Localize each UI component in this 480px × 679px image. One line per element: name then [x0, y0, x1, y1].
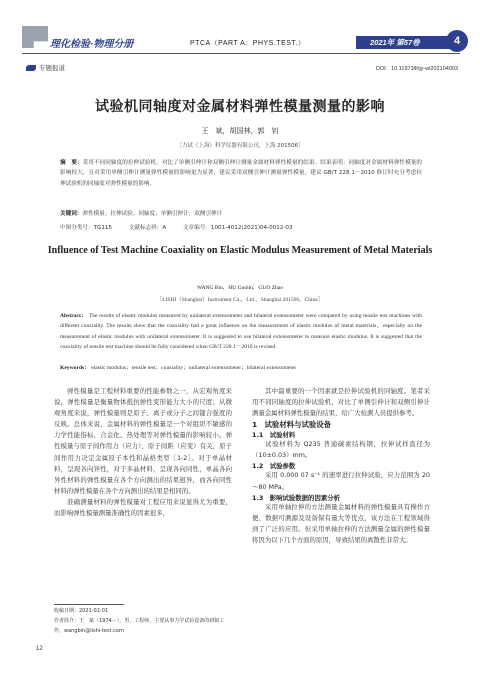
- keywords-text-en: elastic modulus；tensile test；coaxiality；unilateral extensometer；bilateral extensometer: [91, 365, 297, 371]
- page-number: 12: [36, 646, 43, 652]
- authors-cn: 王 斌，胡国林，郭 钊: [201, 127, 279, 135]
- footnote-received: 收稿日期：2021-02-01: [54, 608, 109, 614]
- body-paragraph: 试验材料为 Q235 普通碳素结构钢，拉伸试样直径为（10±0.03）mm。: [252, 440, 430, 460]
- body-paragraph: 弹性模量是工程材料重要的性能参数之一，从宏观角度来说，弹性模量是衡量物体抵抗弹性变形能力大小的尺度；从微观角度来说，弹性模量则是原子、离子或分子之间键合强度的反映。总体来说，金属材料的弹性模量是一个对组织不敏感的力学性能指标，合金化、热处理等对弹性模量的影响较小。弹性模量与原子间作用力（应力）、原子间距（应变）有关，原子间作用力决定金属原子本性和晶格类型［1-2］。对于单晶材料，呈现各向异性，对于多晶材料，呈现各向同性，单晶各向异性材料的弹性模量在各个方向测出的结果迥异，而各向同性材料的弹性模量在各个方向测出的结果是相同的。: [54, 387, 232, 495]
- classification-cn: 中图分类号：TG115 文献标志码：A 文章编号：1001-4012(2021)04-0012-03: [60, 225, 293, 231]
- body-paragraph: 其中最重要的一个因素就是拉伸试验机的同轴度。笔者采用不同同轴度的拉伸试验机，对比了单侧引伸计和双侧引伸计测量金属材料弹性模量的结果，给广大检测人员提供参考。: [252, 387, 430, 418]
- title-en: Influence of Test Machine Coaxiality on Elastic Modulus Measurement of Metal Materials: [47, 245, 433, 256]
- header-divider: [22, 53, 460, 54]
- abstract-label-cn: 摘 要：: [60, 160, 83, 166]
- journal-logo-text: 理化检验·物理分册: [50, 39, 134, 50]
- section-badge: 专题报道: [26, 63, 65, 72]
- abstract-text-cn: 采用不同同轴度的拉伸试验机，对比了单侧引伸计和双侧引伸计测量金属材料弹性模量的结果。结果表明：同轴度对金属材料弹性模量的影响较大，且对采用单侧引伸计测量弹性模量的影响更为显著，建议采用双侧引伸计测量弹性模量。建议 GB/T 228.1－2010 修订时充分考虑拉伸试验机的同轴度对弹性模量的影响。: [60, 160, 422, 187]
- keywords-label-cn: 关键词：: [60, 211, 83, 217]
- keywords-label-en: Keywords：: [60, 365, 90, 371]
- body-left-column: [54, 386, 232, 519]
- keywords-en: [60, 363, 422, 371]
- body-right-column: [252, 386, 430, 546]
- body-paragraph: 采用 0.000 07 s⁻¹ 的速率进行拉伸试验，应力范围为 20～80 MPa。: [252, 471, 430, 491]
- journal-header: [0, 0, 480, 58]
- title-cn: 试验机同轴度对金属材料弹性模量测量的影响: [95, 99, 385, 115]
- section-heading: 1 试验材料与试验设备: [252, 420, 332, 430]
- abstract-label-en: Abstract：: [60, 313, 88, 319]
- keywords-text-cn: 弹性模量；拉伸试验；同轴度；单侧引伸计；双侧引伸计: [82, 211, 223, 217]
- journal-logo-icon: [22, 26, 48, 48]
- affiliation-en: ［LISHI（Shanghai）Instrument Co.，Ltd.，Shanghai 201506，China］: [156, 297, 324, 303]
- subsection-heading: 1.3 影响试验数据的因素分析: [252, 493, 341, 502]
- footnote-divider: [54, 604, 124, 605]
- abstract-en: [60, 311, 422, 352]
- body-paragraph: 准确测量材料的弹性模量对工程应用来说显得尤为重要，而影响弹性模量测量准确性的因素很多，: [54, 497, 232, 518]
- issue-number: 4: [446, 30, 468, 52]
- keywords-cn: [60, 209, 422, 219]
- body-paragraph: 采用单轴拉伸的方法测量金属材料的弹性模量具有操作方便、数据可测源及设备保有量大等优点，该方法在工程领域得到了广泛的应用。但采用单轴拉伸的方法测量金属的弹性模量将因为以下几个方面的原因，导致结果的离散性非常大。: [252, 502, 430, 544]
- year-volume: 2021年 第57卷: [356, 36, 460, 49]
- authors-en: WANG Bin，HU Guolin，GUO Zhao: [196, 285, 283, 291]
- abstract-cn: [60, 158, 422, 189]
- journal-code: PTCA（PART A：PHYS.TEST.）: [190, 40, 306, 47]
- footnote-author-info: 作者简介：王 斌（1974－），男，工程师，主要从事力学试验设备的研制工作，wangbin@lishi-test.com: [54, 618, 225, 634]
- doi: DOI：10.11973/lhjy-wl202104003: [375, 66, 458, 72]
- abstract-text-en: The results of elastic modulus measured by unilateral extensometer and bilateral extensometer were compared by using tensile test machines with different coaxiality. The results show that the coaxiality had a great influence on the measurement of elastic modulus of metal materials，especially on the measurement of elastic modulus with unilateral extensometer. It is suggested to use bilateral extensometer to measure elastic modulus. It is suggested that the coaxiality of tensile test machine should be fully considered when GB/T 228.1－2010 is revised.: [60, 313, 422, 350]
- subsection-heading: 1.2 试验参数: [252, 462, 296, 471]
- affiliation-cn: ［力试（上海）科学仪器有限公司，上海 201506］: [176, 143, 304, 149]
- subsection-heading: 1.1 试验材料: [252, 431, 296, 440]
